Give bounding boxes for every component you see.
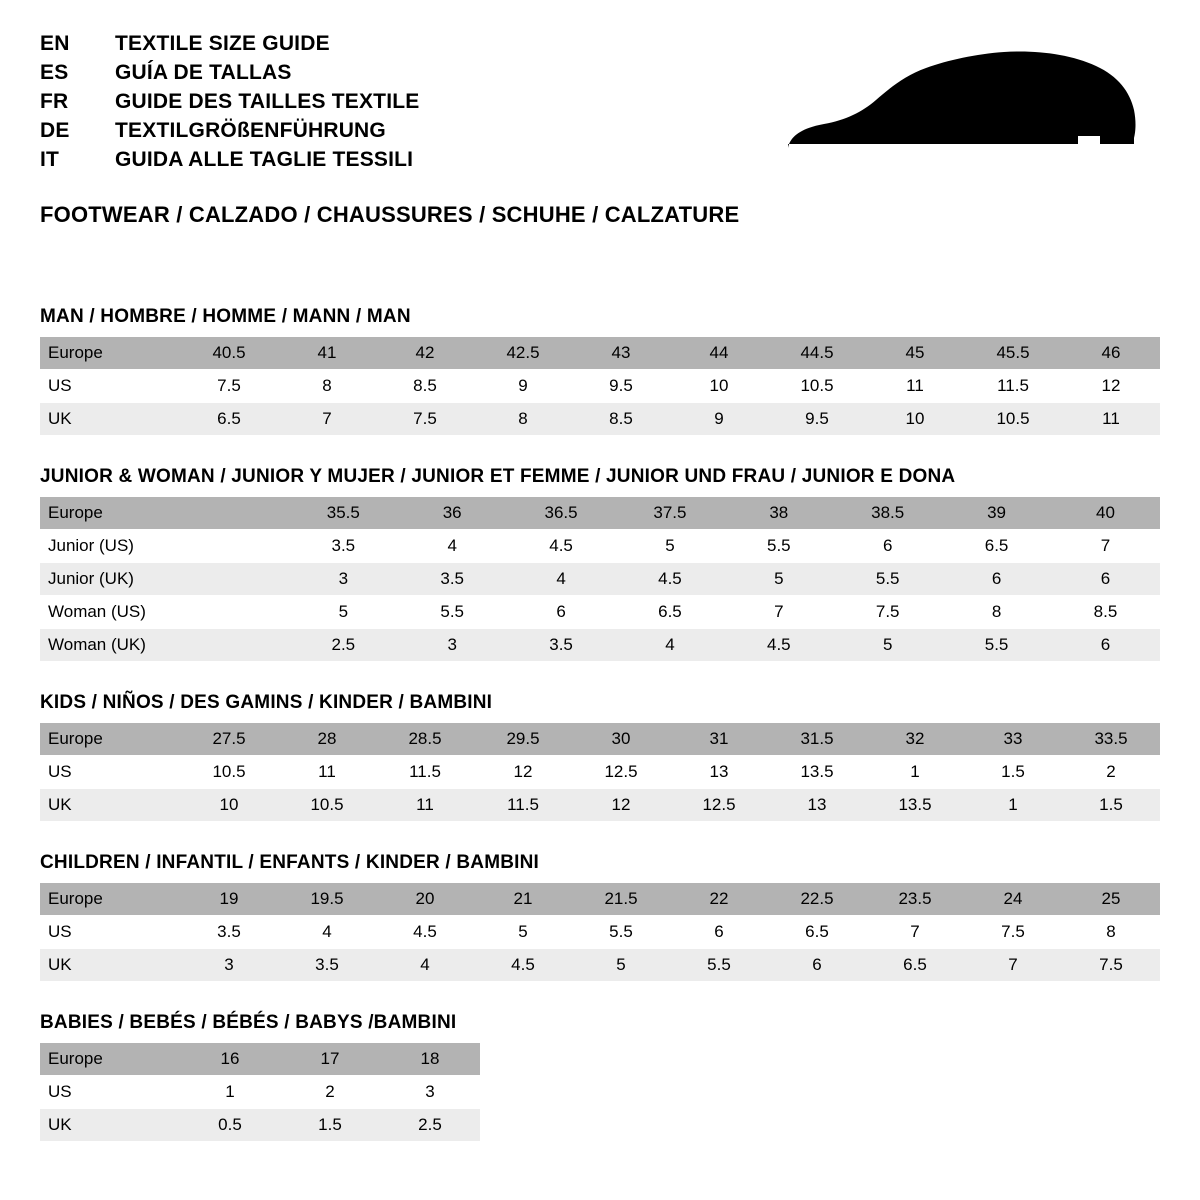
cell: 10 — [670, 370, 768, 403]
cell: 8.5 — [572, 403, 670, 436]
cell: 12 — [1062, 370, 1160, 403]
cell: 11.5 — [474, 789, 572, 822]
row-label: Europe — [40, 1043, 180, 1076]
cell: 28.5 — [376, 723, 474, 756]
cell: 21.5 — [572, 883, 670, 916]
cell: 46 — [1062, 337, 1160, 370]
size-table-kids — [40, 723, 1160, 822]
table-row — [40, 497, 1160, 530]
cell: 11.5 — [964, 370, 1062, 403]
cell: 38 — [724, 497, 833, 530]
cell: 40 — [1051, 497, 1160, 530]
cell: 33.5 — [1062, 723, 1160, 756]
cell: 6 — [670, 916, 768, 949]
cell: 4 — [616, 629, 725, 662]
cell: 38.5 — [833, 497, 942, 530]
table-caption: CHILDREN / INFANTIL / ENFANTS / KINDER / BAMBINI — [40, 852, 540, 873]
cell: 5.5 — [833, 563, 942, 596]
cell: 30 — [572, 723, 670, 756]
cell: 3.5 — [398, 563, 507, 596]
cell: 1.5 — [964, 756, 1062, 789]
table-caption: BABIES / BEBÉS / BÉBÉS / BABYS /BAMBINI — [40, 1012, 457, 1033]
language-title: TEXTILE SIZE GUIDE — [115, 32, 330, 55]
cell — [180, 629, 289, 662]
cell — [180, 530, 289, 563]
cell: 5 — [572, 949, 670, 982]
cell: 5 — [474, 916, 572, 949]
cell: 3 — [180, 949, 278, 982]
table-row — [40, 723, 1160, 756]
cell: 7.5 — [376, 403, 474, 436]
cell: 19.5 — [278, 883, 376, 916]
cell — [180, 596, 289, 629]
cell — [180, 497, 289, 530]
cell: 11.5 — [376, 756, 474, 789]
cell: 13 — [670, 756, 768, 789]
size-table-babies — [40, 1043, 480, 1142]
cell: 6.5 — [616, 596, 725, 629]
cell: 9.5 — [572, 370, 670, 403]
row-label: Junior (UK) — [40, 563, 180, 596]
cell: 11 — [1062, 403, 1160, 436]
table-block-man — [40, 306, 1160, 436]
cell: 11 — [278, 756, 376, 789]
cell: 37.5 — [616, 497, 725, 530]
cell: 7 — [964, 949, 1062, 982]
cell: 31 — [670, 723, 768, 756]
cell: 17 — [280, 1043, 380, 1076]
language-code: IT — [40, 148, 60, 171]
row-label: Woman (US) — [40, 596, 180, 629]
language-code: FR — [40, 90, 69, 113]
cell: 4 — [507, 563, 616, 596]
cell: 7 — [724, 596, 833, 629]
cell: 1 — [964, 789, 1062, 822]
cell: 45 — [866, 337, 964, 370]
cell: 12 — [474, 756, 572, 789]
cell: 36 — [398, 497, 507, 530]
cell: 3.5 — [278, 949, 376, 982]
row-label: UK — [40, 1109, 180, 1142]
table-block-junior-woman — [40, 466, 1160, 662]
cell: 5 — [616, 530, 725, 563]
size-table-junior-woman — [40, 497, 1160, 662]
row-label: Europe — [40, 497, 180, 530]
cell: 8 — [1062, 916, 1160, 949]
language-title: GUIDA ALLE TAGLIE TESSILI — [115, 148, 414, 171]
cell: 28 — [278, 723, 376, 756]
cell: 6 — [768, 949, 866, 982]
row-label: Woman (UK) — [40, 629, 180, 662]
dress-shoe-icon — [780, 40, 1140, 180]
row-label: US — [40, 1076, 180, 1109]
cell: 7.5 — [833, 596, 942, 629]
language-code: EN — [40, 32, 70, 55]
cell: 1.5 — [280, 1109, 380, 1142]
cell: 4.5 — [474, 949, 572, 982]
language-title: GUIDE DES TAILLES TEXTILE — [115, 90, 420, 113]
table-row — [40, 1109, 480, 1142]
cell: 7.5 — [180, 370, 278, 403]
cell: 6 — [833, 530, 942, 563]
row-label: US — [40, 370, 180, 403]
cell: 4 — [376, 949, 474, 982]
size-table-children — [40, 883, 1160, 982]
table-row — [40, 563, 1160, 596]
cell: 7 — [278, 403, 376, 436]
cell: 31.5 — [768, 723, 866, 756]
cell: 10.5 — [278, 789, 376, 822]
cell: 8 — [474, 403, 572, 436]
cell: 10.5 — [964, 403, 1062, 436]
language-code: DE — [40, 119, 70, 142]
cell: 39 — [942, 497, 1051, 530]
cell: 12.5 — [670, 789, 768, 822]
table-caption: MAN / HOMBRE / HOMME / MANN / MAN — [40, 306, 411, 327]
cell: 6 — [507, 596, 616, 629]
cell: 3.5 — [180, 916, 278, 949]
cell: 5 — [833, 629, 942, 662]
table-caption: KIDS / NIÑOS / DES GAMINS / KINDER / BAMBINI — [40, 692, 493, 713]
table-block-kids — [40, 692, 1160, 822]
cell: 23.5 — [866, 883, 964, 916]
cell: 42 — [376, 337, 474, 370]
table-row — [40, 530, 1160, 563]
cell: 4.5 — [376, 916, 474, 949]
cell: 4 — [398, 530, 507, 563]
cell: 35.5 — [289, 497, 398, 530]
cell: 3.5 — [289, 530, 398, 563]
cell: 2.5 — [380, 1109, 480, 1142]
cell: 7 — [866, 916, 964, 949]
table-row — [40, 403, 1160, 436]
table-row — [40, 629, 1160, 662]
cell: 33 — [964, 723, 1062, 756]
cell: 13.5 — [768, 756, 866, 789]
cell: 5 — [724, 563, 833, 596]
cell: 1.5 — [1062, 789, 1160, 822]
cell: 20 — [376, 883, 474, 916]
cell — [180, 563, 289, 596]
cell: 22.5 — [768, 883, 866, 916]
cell: 6 — [1051, 563, 1160, 596]
cell: 12.5 — [572, 756, 670, 789]
cell: 43 — [572, 337, 670, 370]
cell: 10.5 — [180, 756, 278, 789]
cell: 5.5 — [670, 949, 768, 982]
table-caption: JUNIOR & WOMAN / JUNIOR Y MUJER / JUNIOR ET FEMME / JUNIOR UND FRAU / JUNIOR E DONA — [40, 466, 956, 487]
table-row — [40, 1043, 480, 1076]
cell: 24 — [964, 883, 1062, 916]
cell: 32 — [866, 723, 964, 756]
table-row — [40, 949, 1160, 982]
cell: 40.5 — [180, 337, 278, 370]
table-block-babies — [40, 1012, 1160, 1142]
cell: 10 — [180, 789, 278, 822]
cell: 11 — [866, 370, 964, 403]
cell: 18 — [380, 1043, 480, 1076]
cell: 7.5 — [964, 916, 1062, 949]
cell: 12 — [572, 789, 670, 822]
cell: 6.5 — [942, 530, 1051, 563]
cell: 6.5 — [180, 403, 278, 436]
cell: 1 — [180, 1076, 280, 1109]
cell: 45.5 — [964, 337, 1062, 370]
table-row — [40, 916, 1160, 949]
cell: 5.5 — [572, 916, 670, 949]
row-label: UK — [40, 789, 180, 822]
row-label: US — [40, 916, 180, 949]
cell: 3.5 — [507, 629, 616, 662]
table-row — [40, 756, 1160, 789]
row-label: Junior (US) — [40, 530, 180, 563]
tables-container — [0, 306, 1200, 1142]
cell: 13 — [768, 789, 866, 822]
cell: 3 — [380, 1076, 480, 1109]
cell: 44.5 — [768, 337, 866, 370]
row-label: US — [40, 756, 180, 789]
language-code: ES — [40, 61, 69, 84]
cell: 5.5 — [724, 530, 833, 563]
cell: 27.5 — [180, 723, 278, 756]
cell: 4.5 — [507, 530, 616, 563]
table-row — [40, 596, 1160, 629]
cell: 0.5 — [180, 1109, 280, 1142]
cell: 6 — [942, 563, 1051, 596]
cell: 8 — [278, 370, 376, 403]
row-label: Europe — [40, 723, 180, 756]
cell: 7 — [1051, 530, 1160, 563]
size-table-man — [40, 337, 1160, 436]
cell: 7.5 — [1062, 949, 1160, 982]
cell: 4.5 — [724, 629, 833, 662]
table-row — [40, 1076, 480, 1109]
cell: 10 — [866, 403, 964, 436]
row-label: UK — [40, 403, 180, 436]
cell: 22 — [670, 883, 768, 916]
language-title: GUÍA DE TALLAS — [115, 61, 292, 84]
cell: 16 — [180, 1043, 280, 1076]
cell: 25 — [1062, 883, 1160, 916]
cell: 9 — [474, 370, 572, 403]
cell: 36.5 — [507, 497, 616, 530]
cell: 8.5 — [376, 370, 474, 403]
cell: 3 — [398, 629, 507, 662]
category-title: FOOTWEAR / CALZADO / CHAUSSURES / SCHUHE / CALZATURE — [40, 202, 740, 227]
cell: 4.5 — [616, 563, 725, 596]
table-row — [40, 789, 1160, 822]
cell: 13.5 — [866, 789, 964, 822]
cell: 41 — [278, 337, 376, 370]
cell: 2.5 — [289, 629, 398, 662]
cell: 8.5 — [1051, 596, 1160, 629]
cell: 6.5 — [768, 916, 866, 949]
table-row — [40, 370, 1160, 403]
cell: 5 — [289, 596, 398, 629]
cell: 2 — [1062, 756, 1160, 789]
cell: 6.5 — [866, 949, 964, 982]
cell: 42.5 — [474, 337, 572, 370]
cell: 5.5 — [398, 596, 507, 629]
cell: 8 — [942, 596, 1051, 629]
cell: 3 — [289, 563, 398, 596]
cell: 1 — [866, 756, 964, 789]
cell: 6 — [1051, 629, 1160, 662]
row-label: UK — [40, 949, 180, 982]
row-label: Europe — [40, 883, 180, 916]
cell: 29.5 — [474, 723, 572, 756]
cell: 19 — [180, 883, 278, 916]
table-block-children — [40, 852, 1160, 982]
table-row — [40, 883, 1160, 916]
cell: 2 — [280, 1076, 380, 1109]
cell: 4 — [278, 916, 376, 949]
cell: 21 — [474, 883, 572, 916]
cell: 5.5 — [942, 629, 1051, 662]
cell: 44 — [670, 337, 768, 370]
language-title: TEXTILGRÖßENFÜHRUNG — [115, 119, 386, 142]
cell: 10.5 — [768, 370, 866, 403]
row-label: Europe — [40, 337, 180, 370]
cell: 9 — [670, 403, 768, 436]
table-row — [40, 337, 1160, 370]
cell: 11 — [376, 789, 474, 822]
cell: 9.5 — [768, 403, 866, 436]
